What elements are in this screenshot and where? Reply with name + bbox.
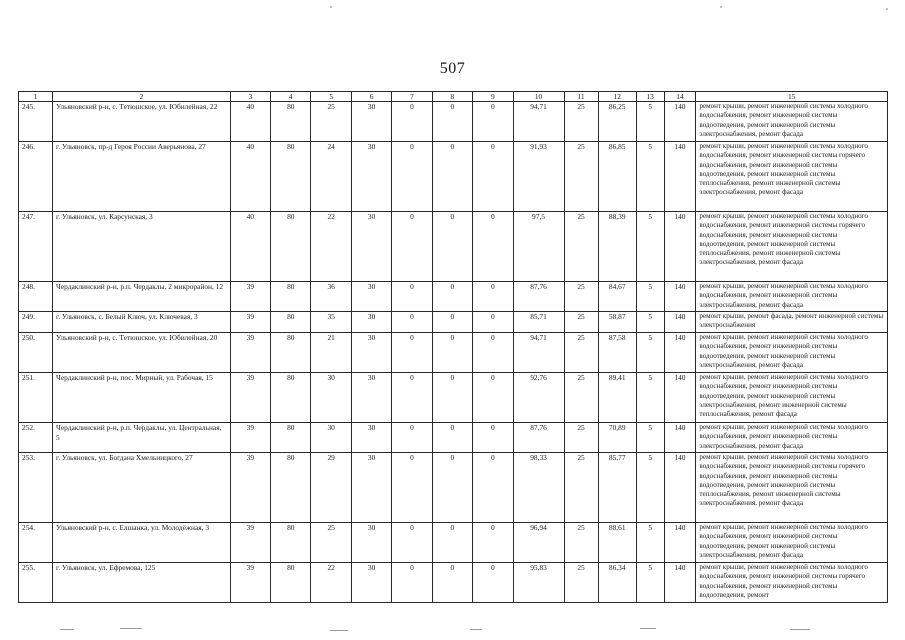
value-cell: 84,67 xyxy=(598,282,636,312)
column-number-header xyxy=(19,92,888,102)
value-cell: 5 xyxy=(636,212,664,282)
address-cell: г. Ульяновск, ул. Ефремова, 125 xyxy=(53,563,231,603)
address-cell: Ульяновский р-н, с. Тетюшское, ул. Юбилейная, 22 xyxy=(53,102,231,142)
value-cell: 30 xyxy=(351,453,391,523)
row-number: 252. xyxy=(19,423,53,453)
works-list-cell: ремонт крыши, ремонт инженерной системы холодного водоснабжения, ремонт инженерной системы горячего водоснабжения, ремонт инженерной системы водоотведения, ремонт инженерной системы теплоснабжения, ремонт инженерной системы электроснабжения, ремонт фасада xyxy=(696,453,888,523)
value-cell: 0 xyxy=(432,212,472,282)
header-cell: 2 xyxy=(53,92,231,102)
value-cell: 0 xyxy=(432,102,472,142)
works-list-cell: ремонт крыши, ремонт фасада, ремонт инженерной системы электроснабжения xyxy=(696,312,888,333)
value-cell: 30 xyxy=(311,373,351,423)
value-cell: 30 xyxy=(311,423,351,453)
value-cell: 25 xyxy=(564,333,598,373)
value-cell: 25 xyxy=(564,523,598,563)
value-cell: 0 xyxy=(392,523,432,563)
header-cell: 13 xyxy=(636,92,664,102)
scan-dash xyxy=(330,630,348,631)
value-cell: 30 xyxy=(351,102,391,142)
value-cell: 25 xyxy=(564,563,598,603)
value-cell: 80 xyxy=(271,373,311,423)
value-cell: 140 xyxy=(664,523,696,563)
value-cell: 0 xyxy=(473,142,513,212)
value-cell: 0 xyxy=(432,312,472,333)
value-cell: 0 xyxy=(432,423,472,453)
table-row xyxy=(19,523,888,563)
value-cell: 5 xyxy=(636,333,664,373)
value-cell: 0 xyxy=(473,102,513,142)
address-cell: г. Ульяновск, ул. Богдана Хмельницкого, 27 xyxy=(53,453,231,523)
value-cell: 88,61 xyxy=(598,523,636,563)
scan-speck xyxy=(330,6,332,8)
value-cell: 88,39 xyxy=(598,212,636,282)
row-number: 253. xyxy=(19,453,53,523)
address-cell: Ульяновский р-н, с. Тетюшское, ул. Юбилейная, 20 xyxy=(53,333,231,373)
value-cell: 25 xyxy=(311,523,351,563)
value-cell: 92,76 xyxy=(513,373,564,423)
value-cell: 0 xyxy=(392,453,432,523)
value-cell: 96,94 xyxy=(513,523,564,563)
value-cell: 0 xyxy=(473,282,513,312)
scan-dash xyxy=(470,629,482,630)
row-number: 247. xyxy=(19,212,53,282)
value-cell: 25 xyxy=(564,142,598,212)
value-cell: 0 xyxy=(473,212,513,282)
table-row xyxy=(19,312,888,333)
scan-dash xyxy=(640,628,656,629)
table-row xyxy=(19,563,888,603)
value-cell: 0 xyxy=(392,373,432,423)
value-cell: 91,93 xyxy=(513,142,564,212)
value-cell: 29 xyxy=(311,453,351,523)
value-cell: 21 xyxy=(311,333,351,373)
value-cell: 35 xyxy=(311,312,351,333)
value-cell: 86,34 xyxy=(598,563,636,603)
value-cell: 140 xyxy=(664,102,696,142)
value-cell: 5 xyxy=(636,142,664,212)
value-cell: 5 xyxy=(636,453,664,523)
row-number: 250. xyxy=(19,333,53,373)
value-cell: 36 xyxy=(311,282,351,312)
value-cell: 80 xyxy=(271,563,311,603)
value-cell: 30 xyxy=(351,282,391,312)
value-cell: 80 xyxy=(271,142,311,212)
value-cell: 0 xyxy=(473,373,513,423)
value-cell: 5 xyxy=(636,102,664,142)
address-cell: Чердаклинский р-н, р.п. Чердаклы, ул. Центральная, 5 xyxy=(53,423,231,453)
value-cell: 39 xyxy=(230,282,270,312)
value-cell: 0 xyxy=(432,523,472,563)
value-cell: 0 xyxy=(432,142,472,212)
scan-speck xyxy=(720,6,722,8)
value-cell: 25 xyxy=(564,453,598,523)
scan-artifacts xyxy=(0,617,905,637)
value-cell: 25 xyxy=(564,373,598,423)
works-list-cell: ремонт крыши, ремонт инженерной системы холодного водоснабжения, ремонт инженерной системы горячего водоснабжения, ремонт инженерной системы водоотведения, ремонт инженерной системы теплоснабжения, ремонт инженерной системы электроснабжения, ремонт фасада xyxy=(696,212,888,282)
value-cell: 25 xyxy=(564,102,598,142)
value-cell: 87,76 xyxy=(513,423,564,453)
value-cell: 25 xyxy=(311,102,351,142)
value-cell: 39 xyxy=(230,373,270,423)
value-cell: 0 xyxy=(432,333,472,373)
table-row xyxy=(19,142,888,212)
value-cell: 39 xyxy=(230,333,270,373)
value-cell: 30 xyxy=(351,563,391,603)
value-cell: 39 xyxy=(230,423,270,453)
address-cell: г. Ульяновск, с. Белый Ключ, ул. Ключевая, 3 xyxy=(53,312,231,333)
value-cell: 140 xyxy=(664,373,696,423)
table-row xyxy=(19,212,888,282)
value-cell: 5 xyxy=(636,373,664,423)
row-number: 255. xyxy=(19,563,53,603)
page-number: 507 xyxy=(439,60,466,77)
value-cell: 40 xyxy=(230,102,270,142)
value-cell: 85,71 xyxy=(513,312,564,333)
works-list-cell: ремонт крыши, ремонт инженерной системы холодного водоснабжения, ремонт инженерной системы водоотведения, ремонт инженерной системы электроснабжения, ремонт фасада xyxy=(696,102,888,142)
value-cell: 22 xyxy=(311,212,351,282)
value-cell: 0 xyxy=(432,453,472,523)
value-cell: 0 xyxy=(392,142,432,212)
value-cell: 30 xyxy=(351,142,391,212)
value-cell: 140 xyxy=(664,312,696,333)
address-cell: г. Ульяновск, ул. Карсунская, 3 xyxy=(53,212,231,282)
value-cell: 40 xyxy=(230,212,270,282)
address-cell: Чердаклинский р-н, пос. Мирный, ул. Рабочая, 15 xyxy=(53,373,231,423)
value-cell: 0 xyxy=(473,312,513,333)
value-cell: 0 xyxy=(473,453,513,523)
header-cell: 15 xyxy=(696,92,888,102)
value-cell: 0 xyxy=(473,423,513,453)
value-cell: 0 xyxy=(473,563,513,603)
value-cell: 80 xyxy=(271,523,311,563)
header-cell: 3 xyxy=(230,92,270,102)
value-cell: 95,83 xyxy=(513,563,564,603)
header-cell: 14 xyxy=(664,92,696,102)
works-list-cell: ремонт крыши, ремонт инженерной системы холодного водоснабжения, ремонт инженерной системы водоотведения, ремонт инженерной системы электроснабжения, ремонт инженерной системы теплоснабжения, ремонт фасада xyxy=(696,373,888,423)
value-cell: 70,89 xyxy=(598,423,636,453)
value-cell: 0 xyxy=(473,523,513,563)
value-cell: 0 xyxy=(392,563,432,603)
address-cell: г. Ульяновск, пр-д Героя России Аверьянова, 27 xyxy=(53,142,231,212)
value-cell: 80 xyxy=(271,453,311,523)
header-cell: 1 xyxy=(19,92,53,102)
works-list-cell: ремонт крыши, ремонт инженерной системы холодного водоснабжения, ремонт инженерной системы электроснабжения, ремонт фасада xyxy=(696,423,888,453)
value-cell: 140 xyxy=(664,212,696,282)
value-cell: 5 xyxy=(636,523,664,563)
works-list-cell: ремонт крыши, ремонт инженерной системы холодного водоснабжения, ремонт инженерной системы электроснабжения, ремонт фасада xyxy=(696,282,888,312)
value-cell: 0 xyxy=(432,563,472,603)
value-cell: 140 xyxy=(664,423,696,453)
works-list-cell: ремонт крыши, ремонт инженерной системы холодного водоснабжения, ремонт инженерной системы водоотведения, ремонт инженерной системы электроснабжения, ремонт фасада xyxy=(696,523,888,563)
value-cell: 89,41 xyxy=(598,373,636,423)
value-cell: 80 xyxy=(271,312,311,333)
table-row xyxy=(19,453,888,523)
value-cell: 140 xyxy=(664,563,696,603)
value-cell: 140 xyxy=(664,142,696,212)
value-cell: 85,77 xyxy=(598,453,636,523)
value-cell: 24 xyxy=(311,142,351,212)
value-cell: 25 xyxy=(564,423,598,453)
value-cell: 30 xyxy=(351,312,391,333)
value-cell: 80 xyxy=(271,212,311,282)
value-cell: 0 xyxy=(392,423,432,453)
value-cell: 98,33 xyxy=(513,453,564,523)
value-cell: 140 xyxy=(664,282,696,312)
value-cell: 25 xyxy=(564,282,598,312)
address-cell: Ульяновский р-н, с. Елшанка, ул. Молодёжная, 3 xyxy=(53,523,231,563)
value-cell: 39 xyxy=(230,312,270,333)
header-cell: 7 xyxy=(392,92,432,102)
table-row xyxy=(19,333,888,373)
works-list-cell: ремонт крыши, ремонт инженерной системы холодного водоснабжения, ремонт инженерной системы горячего водоснабжения, ремонт инженерной системы водоотведения, ремонт инженерной системы теплоснабжения, ремонт инженерной системы электроснабжения, ремонт фасада xyxy=(696,142,888,212)
scan-dash xyxy=(60,629,74,630)
header-cell: 9 xyxy=(473,92,513,102)
value-cell: 87,76 xyxy=(513,282,564,312)
value-cell: 80 xyxy=(271,423,311,453)
repair-registry-table xyxy=(18,91,888,603)
value-cell: 86,25 xyxy=(598,102,636,142)
header-cell: 10 xyxy=(513,92,564,102)
value-cell: 30 xyxy=(351,333,391,373)
value-cell: 80 xyxy=(271,102,311,142)
value-cell: 5 xyxy=(636,423,664,453)
value-cell: 0 xyxy=(392,102,432,142)
value-cell: 0 xyxy=(432,373,472,423)
value-cell: 39 xyxy=(230,523,270,563)
value-cell: 80 xyxy=(271,333,311,373)
header-cell: 11 xyxy=(564,92,598,102)
header-cell: 12 xyxy=(598,92,636,102)
header-cell: 5 xyxy=(311,92,351,102)
value-cell: 0 xyxy=(392,212,432,282)
value-cell: 30 xyxy=(351,423,391,453)
value-cell: 87,58 xyxy=(598,333,636,373)
row-number: 248. xyxy=(19,282,53,312)
scan-dash xyxy=(120,628,142,629)
value-cell: 0 xyxy=(392,282,432,312)
row-number: 254. xyxy=(19,523,53,563)
works-list-cell: ремонт крыши, ремонт инженерной системы холодного водоснабжения, ремонт инженерной системы водоотведения, ремонт инженерной системы электроснабжения, ремонт фасада xyxy=(696,333,888,373)
header-cell: 4 xyxy=(271,92,311,102)
row-number: 251. xyxy=(19,373,53,423)
value-cell: 94,71 xyxy=(513,102,564,142)
header-cell: 6 xyxy=(351,92,391,102)
value-cell: 140 xyxy=(664,453,696,523)
scan-dash xyxy=(790,629,810,630)
works-list-cell: ремонт крыши, ремонт инженерной системы холодного водоснабжения, ремонт инженерной системы горячего водоснабжения, ремонт инженерной системы водоотведения, ремонт xyxy=(696,563,888,603)
value-cell: 0 xyxy=(473,333,513,373)
address-cell: Чердаклинский р-н, р.п. Чердаклы, 2 микрорайон, 12 xyxy=(53,282,231,312)
value-cell: 0 xyxy=(432,282,472,312)
value-cell: 5 xyxy=(636,563,664,603)
scan-speck xyxy=(886,8,888,10)
value-cell: 0 xyxy=(392,312,432,333)
row-number: 246. xyxy=(19,142,53,212)
value-cell: 5 xyxy=(636,282,664,312)
value-cell: 30 xyxy=(351,373,391,423)
value-cell: 0 xyxy=(392,333,432,373)
value-cell: 30 xyxy=(351,523,391,563)
value-cell: 140 xyxy=(664,333,696,373)
value-cell: 5 xyxy=(636,312,664,333)
table-row xyxy=(19,373,888,423)
header-cell: 8 xyxy=(432,92,472,102)
value-cell: 30 xyxy=(351,212,391,282)
table-row xyxy=(19,102,888,142)
value-cell: 86,85 xyxy=(598,142,636,212)
table-row xyxy=(19,423,888,453)
value-cell: 58,87 xyxy=(598,312,636,333)
value-cell: 22 xyxy=(311,563,351,603)
value-cell: 97,5 xyxy=(513,212,564,282)
value-cell: 94,71 xyxy=(513,333,564,373)
value-cell: 39 xyxy=(230,453,270,523)
row-number: 249. xyxy=(19,312,53,333)
value-cell: 39 xyxy=(230,563,270,603)
table-row xyxy=(19,282,888,312)
row-number: 245. xyxy=(19,102,53,142)
value-cell: 40 xyxy=(230,142,270,212)
value-cell: 25 xyxy=(564,212,598,282)
value-cell: 80 xyxy=(271,282,311,312)
value-cell: 25 xyxy=(564,312,598,333)
